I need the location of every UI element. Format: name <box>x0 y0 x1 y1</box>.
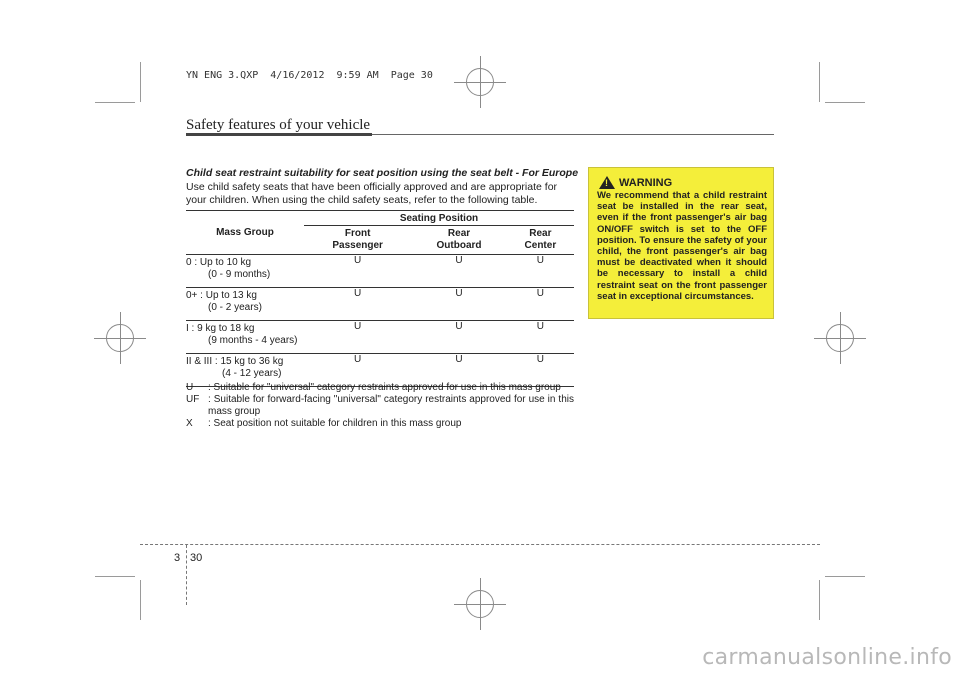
table-row <box>186 288 574 321</box>
footer-divider <box>186 545 187 605</box>
table-row <box>186 255 574 288</box>
footer-rule <box>140 544 820 545</box>
suitability-cell: U <box>507 255 574 288</box>
legend-key: U <box>186 382 194 393</box>
suitability-cell: U <box>304 354 411 387</box>
crop-mark <box>140 580 141 620</box>
legend-item <box>186 418 574 430</box>
column-header-front-passenger: Front Passenger <box>304 226 411 255</box>
legend-key: UF <box>186 394 200 405</box>
legend-item <box>186 382 574 394</box>
crop-mark <box>819 62 820 102</box>
legend-text: : Suitable for forward-facing "universal" category restraints approved for use in this mass group <box>208 394 574 417</box>
suitability-cell: U <box>507 288 574 321</box>
suitability-cell: U <box>304 321 411 354</box>
legend-text: : Seat position not suitable for children in this mass group <box>208 418 462 429</box>
suitability-cell: U <box>304 288 411 321</box>
crop-mark <box>819 580 820 620</box>
title-rule-accent <box>186 133 372 136</box>
warning-header <box>599 176 767 189</box>
page-number: 30 <box>190 552 203 564</box>
child-seat-suitability-table <box>186 210 574 387</box>
registration-mark-icon <box>466 590 494 618</box>
sub-heading: Child seat restraint suitability for seat position using the seat belt - For Europe <box>186 167 579 179</box>
registration-mark-icon <box>466 68 494 96</box>
mass-group-header: Mass Group <box>186 211 304 255</box>
warning-box <box>588 167 774 319</box>
suitability-cell: U <box>411 288 506 321</box>
column-header-rear-center: Rear Center <box>507 226 574 255</box>
page-section-number: 3 <box>174 552 181 564</box>
crop-mark <box>825 576 865 577</box>
table-legend <box>186 382 574 430</box>
mass-group-cell: II & III : 15 kg to 36 kg (4 - 12 years) <box>186 354 304 387</box>
suitability-cell: U <box>507 321 574 354</box>
crop-mark <box>825 102 865 103</box>
suitability-cell: U <box>411 354 506 387</box>
table-row <box>186 321 574 354</box>
legend-key: X <box>186 418 193 429</box>
suitability-cell: U <box>304 255 411 288</box>
mass-group-cell: 0 : Up to 10 kg (0 - 9 months) <box>186 255 304 288</box>
warning-text: We recommend that a child restraint seat be installed in the rear seat, even if the front passenger's air bag ON/OFF switch is set to the OFF position. To ensure the safety of your child, the front passenger's air bag must be deactivated when it should be necessary to install a child restraint seat on the front passenger seat in exceptional circumstances. <box>597 190 767 302</box>
column-header-rear-outboard: Rear Outboard <box>411 226 506 255</box>
suitability-cell: U <box>411 321 506 354</box>
suitability-cell: U <box>507 354 574 387</box>
registration-mark-icon <box>106 324 134 352</box>
suitability-cell: U <box>411 255 506 288</box>
watermark: carmanualsonline.info <box>702 645 952 670</box>
crop-mark <box>140 62 141 102</box>
crop-mark <box>95 576 135 577</box>
print-slug: YN ENG 3.QXP 4/16/2012 9:59 AM Page 30 <box>186 70 433 81</box>
crop-mark <box>95 102 135 103</box>
intro-paragraph: Use child safety seats that have been officially approved and are appropriate for your children. When using the child safety seats, refer to the following table. <box>186 181 558 206</box>
section-title: Safety features of your vehicle <box>186 117 371 133</box>
mass-group-cell: 0+ : Up to 13 kg (0 - 2 years) <box>186 288 304 321</box>
legend-text: : Suitable for "universal" category restraints approved for use in this mass group <box>208 382 561 393</box>
warning-triangle-icon: ! <box>599 176 615 189</box>
registration-mark-icon <box>826 324 854 352</box>
mass-group-cell: I : 9 kg to 18 kg (9 months - 4 years) <box>186 321 304 354</box>
seating-position-header: Seating Position <box>304 211 574 226</box>
legend-item <box>186 394 574 418</box>
warning-title: WARNING <box>619 176 673 189</box>
